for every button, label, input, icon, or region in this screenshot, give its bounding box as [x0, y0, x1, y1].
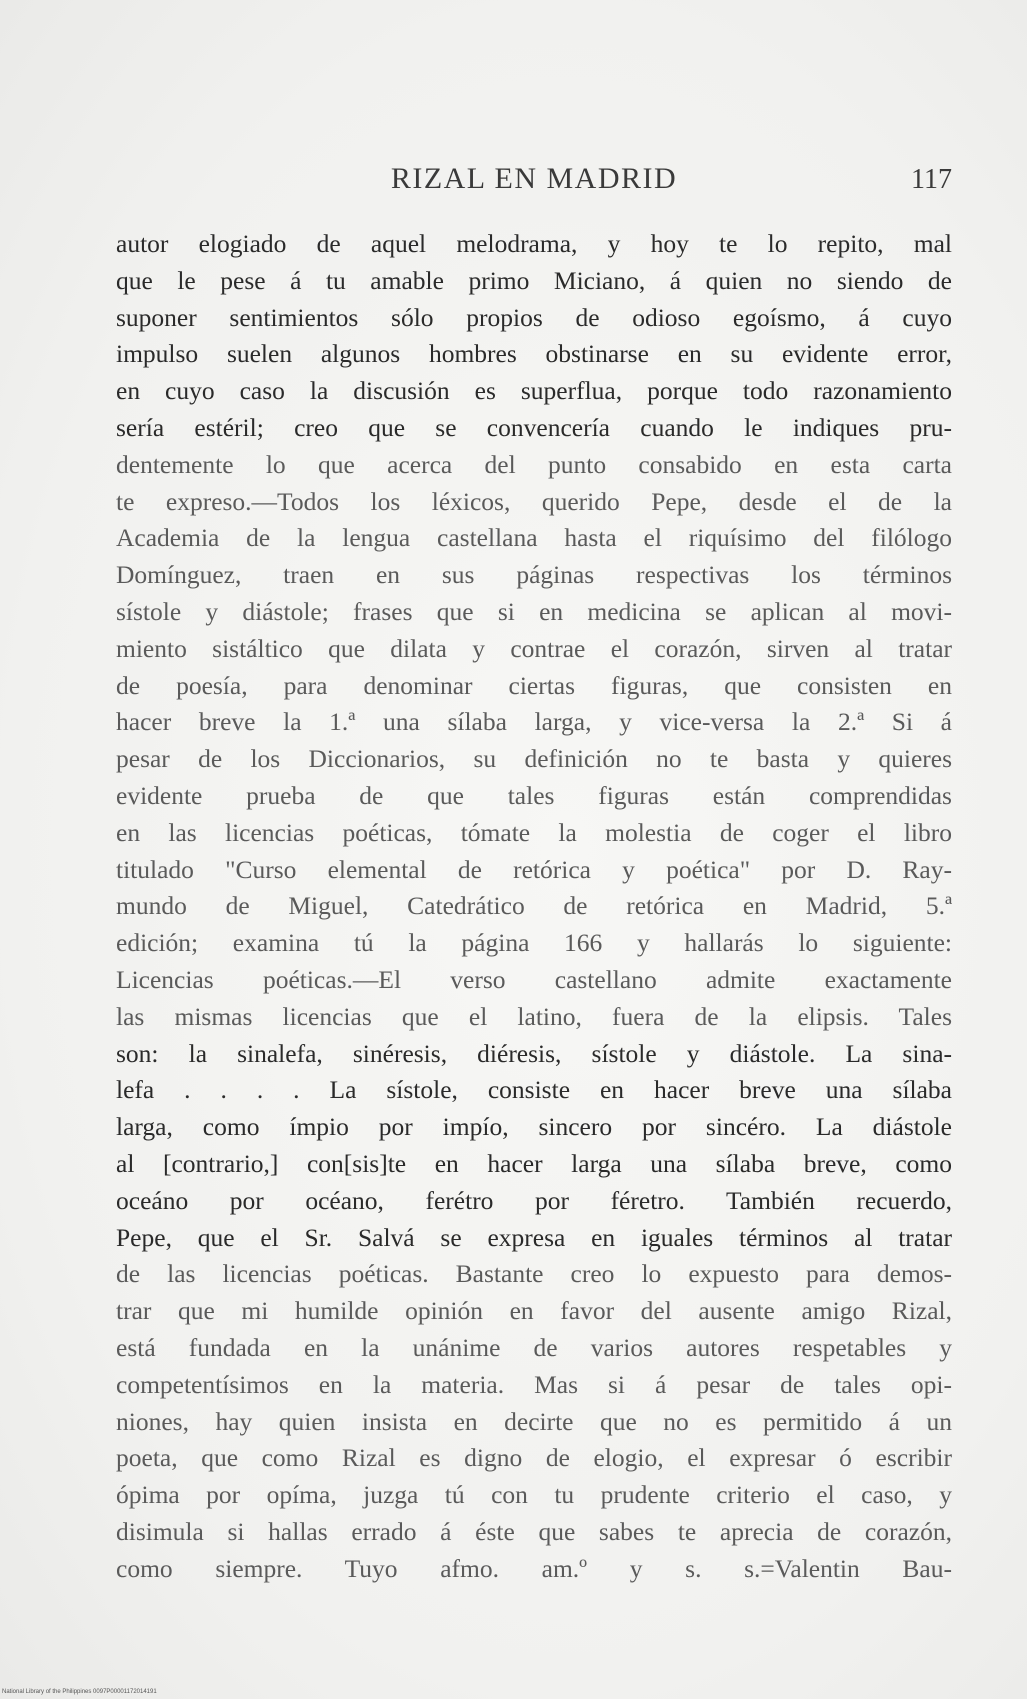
text-line: edición; examina tú la página 166 y hallarás lo siguiente: [116, 928, 952, 958]
text-line: suponer sentimientos sólo propios de odioso egoísmo, á cuyo [116, 302, 952, 332]
text-line: miento sistáltico que dilata y contrae el corazón, sirven al tratar [116, 633, 952, 663]
body-text [116, 226, 952, 1587]
text-line: Academia de la lengua castellana hasta el riquísimo del filólogo [116, 523, 952, 553]
text-line: te expreso.—Todos los léxicos, querido Pepe, desde el de la [116, 486, 952, 516]
text-line: poeta, que como Rizal es digno de elogio, el expresar ó escribir [116, 1443, 952, 1473]
text-line: ópima por opíma, juzga tú con tu prudente criterio el caso, y [116, 1480, 952, 1510]
text-line: lefa . . . . La sístole, consiste en hacer breve una sílaba [116, 1075, 952, 1105]
text-line: mundo de Miguel, Catedrático de retórica en Madrid, 5.ª [116, 891, 952, 921]
text-line: Licencias poéticas.—El verso castellano admite exactamente [116, 964, 952, 994]
text-line: competentísimos en la materia. Mas si á pesar de tales opi- [116, 1369, 952, 1399]
text-line: hacer breve la 1.ª una sílaba larga, y vice-versa la 2.ª Si á [116, 707, 952, 737]
text-line: en las licencias poéticas, tómate la molestia de coger el libro [116, 817, 952, 847]
text-line: impulso suelen algunos hombres obstinarse en su evidente error, [116, 339, 952, 369]
text-line: en cuyo caso la discusión es superflua, porque todo razonamiento [116, 376, 952, 406]
text-line: que le pese á tu amable primo Miciano, á quien no siendo de [116, 265, 952, 295]
text-line: titulado "Curso elemental de retórica y poética" por D. Ray- [116, 854, 952, 884]
running-title: RIZAL EN MADRID [390, 162, 678, 195]
text-line: disimula si hallas errado á éste que sabes te aprecia de corazón, [116, 1516, 952, 1546]
page-header [116, 162, 952, 202]
text-line: niones, hay quien insista en decirte que no es permitido á un [116, 1406, 952, 1436]
text-line: Domínguez, traen en sus páginas respectivas los términos [116, 560, 952, 590]
text-line: las mismas licencias que el latino, fuera de la elipsis. Tales [116, 1001, 952, 1031]
text-line: dentemente lo que acerca del punto consabido en esta carta [116, 449, 952, 479]
text-line: evidente prueba de que tales figuras están comprendidas [116, 780, 952, 810]
page-number: 117 [911, 164, 952, 195]
text-line: de poesía, para denominar ciertas figuras, que consisten en [116, 670, 952, 700]
text-line: sería estéril; creo que se convencería cuando le indiques pru- [116, 412, 952, 442]
text-line: sístole y diástole; frases que si en medicina se aplican al movi- [116, 596, 952, 626]
text-line: son: la sinalefa, sinéresis, diéresis, sístole y diástole. La sina- [116, 1038, 952, 1068]
text-line: está fundada en la unánime de varios autores respetables y [116, 1332, 952, 1362]
text-line: larga, como ímpio por impío, sincero por sincéro. La diástole [116, 1112, 952, 1142]
text-line: autor elogiado de aquel melodrama, y hoy te lo repito, mal [116, 229, 952, 258]
text-line: de las licencias poéticas. Bastante creo lo expuesto para demos- [116, 1259, 952, 1289]
scan-credit: National Library of the Philippines 0097P00001172014191 [2, 1689, 157, 1695]
text-line: oceáno por océano, ferétro por féretro. También recuerdo, [116, 1185, 952, 1215]
text-line: trar que mi humilde opinión en favor del ausente amigo Rizal, [116, 1296, 952, 1326]
text-line: pesar de los Diccionarios, su definición no te basta y quieres [116, 744, 952, 774]
text-line: como siempre. Tuyo afmo. am.º y s. s.=Valentin Bau- [116, 1553, 952, 1583]
text-line: al [contrario,] con[sis]te en hacer larga una sílaba breve, como [116, 1148, 952, 1178]
text-line: Pepe, que el Sr. Salvá se expresa en iguales términos al tratar [116, 1222, 952, 1252]
